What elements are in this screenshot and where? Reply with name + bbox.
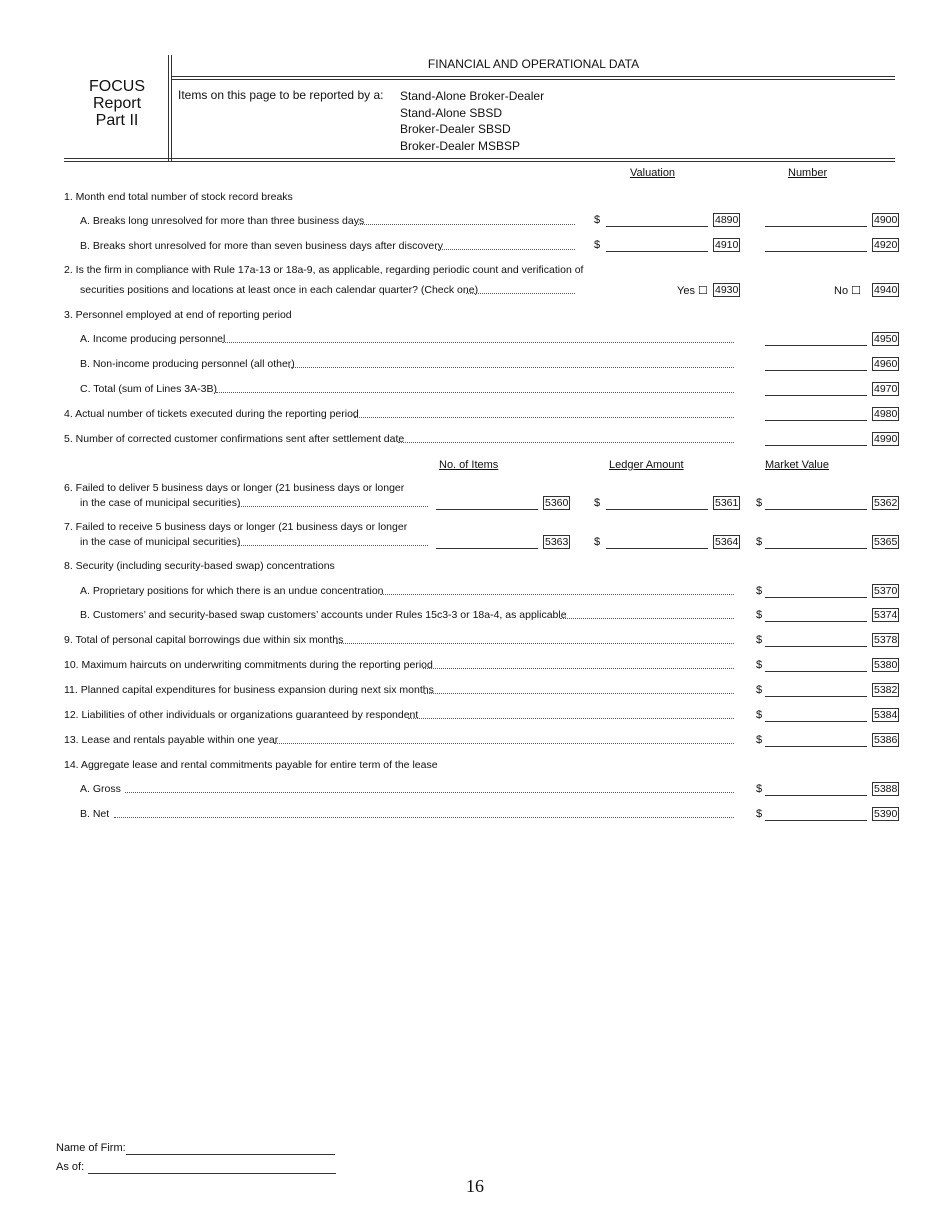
line-3b-input[interactable] xyxy=(765,359,867,371)
line-14b-input[interactable] xyxy=(765,809,867,821)
line-4-input[interactable] xyxy=(765,409,867,421)
items-header: No. of Items xyxy=(439,459,499,471)
header-divider xyxy=(171,55,172,162)
title-rule xyxy=(172,79,895,80)
line-5-label: 5. Number of corrected customer confirmations sent after settlement date xyxy=(64,433,405,445)
line-14b-label: B. Net xyxy=(80,808,110,820)
line-10-label: 10. Maximum haircuts on underwriting commitments during the reporting period xyxy=(64,659,433,671)
line-14-label: 14. Aggregate lease and rental commitments payable for entire term of the lease xyxy=(64,759,438,771)
line-12-input[interactable] xyxy=(765,710,867,722)
line-9-label: 9. Total of personal capital borrowings due within six months xyxy=(64,634,344,646)
number-header: Number xyxy=(788,167,828,179)
line-2-label: 2. Is the firm in compliance with Rule 17a-13 or 18a-9, as applicable, regarding periodic count and verification of xyxy=(64,264,584,276)
header-rule xyxy=(64,161,895,162)
line-4-label: 4. Actual number of tickets executed during the reporting period xyxy=(64,408,359,420)
reporter-list: Stand-Alone Broker-Dealer Stand-Alone SBSD Broker-Dealer SBSD Broker-Dealer MSBSP xyxy=(400,89,545,153)
line-8-label: 8. Security (including security-based swap) concentrations xyxy=(64,560,335,572)
line-code: 5388 xyxy=(874,783,898,795)
page-number: 16 xyxy=(466,1176,484,1196)
line-8a-input[interactable] xyxy=(765,586,867,598)
line-3a-input[interactable] xyxy=(765,334,867,346)
line-code: 4940 xyxy=(874,284,898,296)
line-code: 5362 xyxy=(874,497,898,509)
line-3a-label: A. Income producing personnel xyxy=(80,333,226,345)
line-code: 4960 xyxy=(874,358,898,370)
line-3b-label: B. Non-income producing personnel (all other) xyxy=(80,358,295,370)
line-13-label: 13. Lease and rentals payable within one year xyxy=(64,734,279,746)
line-1a-valuation-input[interactable] xyxy=(606,215,708,227)
line-1a-number-input[interactable] xyxy=(765,215,867,227)
line-14a-input[interactable] xyxy=(765,784,867,796)
line-14a-label: A. Gross xyxy=(80,783,121,795)
line-6-ledger-input[interactable] xyxy=(606,498,708,510)
line-code: 5382 xyxy=(874,684,898,696)
line-1b-number-input[interactable] xyxy=(765,240,867,252)
line-10-input[interactable] xyxy=(765,660,867,672)
line-7-label-cont: in the case of municipal securities) xyxy=(80,536,241,548)
line-code: 5378 xyxy=(874,634,898,646)
as-of-label: As of: xyxy=(56,1161,85,1173)
line-7-label: 7. Failed to receive 5 business days or longer (21 business days or longer xyxy=(64,521,408,533)
firm-label: Name of Firm: xyxy=(56,1142,126,1154)
line-code: 5370 xyxy=(874,585,898,597)
market-header: Market Value xyxy=(765,459,829,471)
reported-by-label: Items on this page to be reported by a: xyxy=(178,88,384,102)
line-code: 4900 xyxy=(874,214,898,226)
line-6-items-input[interactable] xyxy=(436,498,538,510)
header-rule xyxy=(64,158,895,159)
line-code: 5360 xyxy=(545,497,569,509)
line-8b-input[interactable] xyxy=(765,610,867,622)
line-code: 5384 xyxy=(874,709,898,721)
line-13-input[interactable] xyxy=(765,735,867,747)
no-checkbox[interactable]: No ☐ xyxy=(834,285,861,297)
line-code: 4970 xyxy=(874,383,898,395)
report-name: FOCUS Report Part II xyxy=(89,78,145,129)
line-6-label-cont: in the case of municipal securities) xyxy=(80,497,241,509)
line-code: 5386 xyxy=(874,734,898,746)
line-code: 5361 xyxy=(715,497,739,509)
line-11-input[interactable] xyxy=(765,685,867,697)
line-7-items-input[interactable] xyxy=(436,537,538,549)
line-3c-input[interactable] xyxy=(765,384,867,396)
line-8b-label: B. Customers’ and security-based swap customers’ accounts under Rules 15c3-3 or 18a-4, as applicable xyxy=(80,609,567,621)
line-code: 5364 xyxy=(715,536,739,548)
line-6-label: 6. Failed to deliver 5 business days or longer (21 business days or longer xyxy=(64,482,405,494)
line-5-input[interactable] xyxy=(765,434,867,446)
line-code: 4890 xyxy=(715,214,739,226)
line-3c-label: C. Total (sum of Lines 3A-3B) xyxy=(80,383,217,395)
page-title: FINANCIAL AND OPERATIONAL DATA xyxy=(427,57,640,71)
line-1b-label: B. Breaks short unresolved for more than seven business days after discovery xyxy=(80,240,444,252)
line-code: 5380 xyxy=(874,659,898,671)
ledger-header: Ledger Amount xyxy=(609,459,684,471)
line-code: 4990 xyxy=(874,433,898,445)
line-9-input[interactable] xyxy=(765,635,867,647)
line-code: 4930 xyxy=(715,284,739,296)
title-rule xyxy=(172,76,895,77)
line-8a-label: A. Proprietary positions for which there is an undue concentration xyxy=(80,585,384,597)
line-code: 5390 xyxy=(874,808,898,820)
header-divider xyxy=(168,55,169,162)
line-code: 4950 xyxy=(874,333,898,345)
line-code: 5363 xyxy=(545,536,569,548)
line-1b-valuation-input[interactable] xyxy=(606,240,708,252)
as-of-input[interactable] xyxy=(88,1162,336,1174)
line-12-label: 12. Liabilities of other individuals or organizations guaranteed by respondent xyxy=(64,709,419,721)
firm-name-input[interactable] xyxy=(126,1143,335,1155)
line-7-ledger-input[interactable] xyxy=(606,537,708,549)
line-7-market-input[interactable] xyxy=(765,537,867,549)
line-3-label: 3. Personnel employed at end of reporting period xyxy=(64,309,292,321)
line-1-label: 1. Month end total number of stock record breaks xyxy=(64,191,293,203)
line-code: 5374 xyxy=(874,609,898,621)
yes-checkbox[interactable]: Yes ☐ xyxy=(677,285,708,297)
line-code: 4910 xyxy=(715,239,739,251)
valuation-header: Valuation xyxy=(630,167,676,179)
line-code: 5365 xyxy=(874,536,898,548)
line-2-label-cont: securities positions and locations at least once in each calendar quarter? (Check one) xyxy=(80,284,479,296)
line-code: 4920 xyxy=(874,239,898,251)
line-6-market-input[interactable] xyxy=(765,498,867,510)
line-1a-label: A. Breaks long unresolved for more than three business days xyxy=(80,215,365,227)
line-code: 4980 xyxy=(874,408,898,420)
line-11-label: 11. Planned capital expenditures for business expansion during next six months xyxy=(64,684,434,696)
